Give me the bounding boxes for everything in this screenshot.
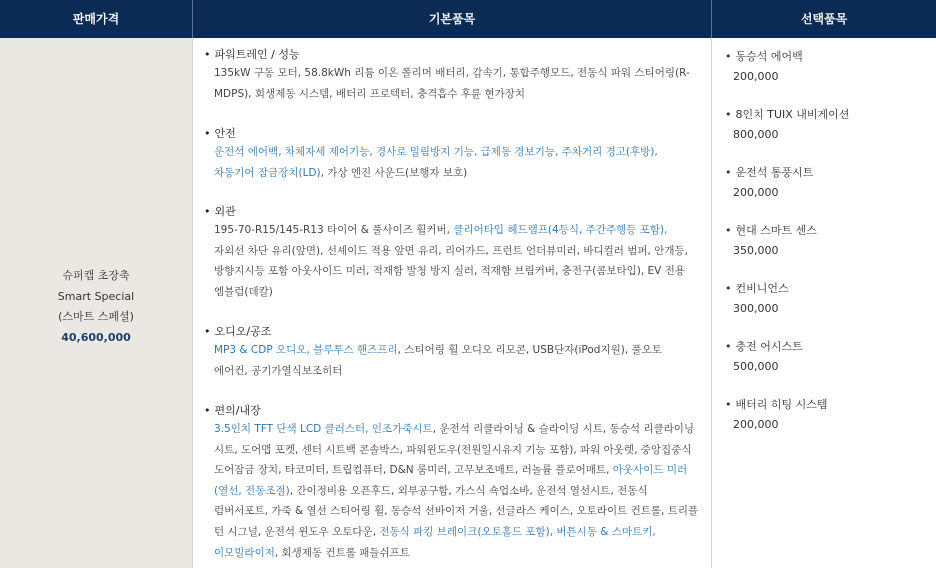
plain-text: , 스티어링 휠 오디오 리모콘, USB단자(iPod지원), 풀오토 (397, 344, 662, 356)
plain-text: 도어잠금 장치, 타코미터, 트립컴퓨터, D&N 룸미러, 고무보조매트, 러놀륨 플로어매트, (214, 464, 613, 477)
item-line: 엠블럼(데칼) (214, 285, 273, 298)
section-body (214, 63, 704, 104)
option-price: 500,000 (733, 360, 779, 373)
highlight-text: (열선, 전동조절) (214, 484, 290, 497)
option-name: • 배터리 히팅 시스템 (725, 396, 925, 414)
section-powertrain (204, 47, 704, 104)
section-body (214, 220, 704, 302)
option-item (725, 338, 925, 378)
trim-info (0, 266, 192, 348)
trim-grade-korean: (스마트 스페셜) (58, 310, 134, 323)
item-line (214, 543, 704, 564)
item-line: 135kW 구동 모터, 58.8kWh 리튬 이온 폴리머 배터리, 감속기, 통합주행모드, 전동식 파워 스티어링(R- (214, 67, 690, 79)
option-item (725, 164, 925, 204)
option-item (725, 48, 925, 88)
option-price: 300,000 (733, 302, 779, 315)
plain-text: 195-70-R15/145-R13 타이어 & 풀사이즈 휠커버, (214, 224, 454, 236)
item-line: 에어컨, 공기가열식보조히터 (214, 364, 343, 377)
section-title: • 파워트레인 / 성능 (204, 47, 704, 63)
plain-text: , 운전석 리클라이닝 & 슬라이딩 시트, 동승석 리클라이닝 (432, 423, 695, 435)
plain-text: , 간이정비용 오픈후드, 외부공구함, 가스식 쇽업소바, 운전석 열선시트, 전동식 (289, 484, 648, 497)
option-price: 200,000 (733, 418, 779, 431)
item-line (214, 481, 704, 502)
basic-items-column (193, 38, 712, 568)
section-title: • 안전 (204, 126, 704, 142)
plain-text: , 가상 엔진 사운드(보행자 보호) (320, 166, 468, 179)
option-item (725, 396, 925, 436)
item-line (214, 220, 704, 241)
item-line: 자외선 차단 유리(앞면), 선셰이드 적용 앞면 유리, 리어가드, 프런트 언더뷰미러, 바디컬러 범퍼, 안개등, (214, 244, 688, 257)
highlight-text: MP3 & CDP 오디오, 블루투스 핸즈프리 (214, 344, 398, 356)
option-item (725, 106, 925, 146)
table-header (0, 0, 936, 38)
item-line: 시트, 도어맵 포켓, 센터 시트백 콘솔박스, 파워윈도우(전원일시유지 기능 포함), 파워 아웃렛, 중앙집중식 (214, 443, 692, 456)
option-name: • 컨비니언스 (725, 280, 925, 298)
price-column (0, 38, 193, 568)
section-body (214, 142, 704, 183)
section-title: • 외관 (204, 204, 704, 220)
option-name: • 동승석 에어백 (725, 48, 925, 66)
header-option-items: 선택품목 (800, 12, 848, 26)
header-basic-items: 기본품목 (193, 0, 712, 38)
item-line: MDPS), 회생제동 시스템, 배터리 프로텍터, 충격흡수 후륜 현가장치 (214, 87, 526, 100)
item-line (214, 340, 704, 361)
section-convenience (204, 403, 704, 563)
option-name: • 현대 스마트 센스 (725, 222, 925, 240)
trim-price: 40,600,000 (61, 330, 131, 344)
item-line: 럼버서포트, 가죽 & 열선 스티어링 휠, 동승석 선바이저 거울, 선글라스 케이스, 오토라이트 컨트롤, 트리플 (214, 505, 699, 518)
item-line (214, 460, 704, 481)
option-name: • 8인치 TUIX 내비게이션 (725, 106, 925, 124)
section-body (214, 419, 704, 563)
option-item (725, 222, 925, 262)
option-price: 200,000 (733, 186, 779, 199)
plain-text: , 회생제동 컨트롤 패들쉬프트 (274, 546, 410, 559)
option-item (725, 280, 925, 320)
item-line: 운전석 에어백, 차체자세 제어기능, 경사로 밀림방지 기능, 급제동 경보기능, 주차거리 경고(후방), (214, 146, 658, 158)
item-line: 방향지시등 포함 아웃사이드 미러, 적재함 발청 방지 실러, 적재함 브림커버, 충전구(콤보타입), EV 전용 (214, 265, 685, 278)
highlight-text: 이모빌라이저 (214, 546, 275, 559)
highlight-text: 차동기어 잠금장치(LD) (214, 166, 321, 179)
option-name: • 운전석 통풍시트 (725, 164, 925, 182)
section-exterior (204, 204, 704, 302)
item-line (214, 163, 704, 184)
trim-grade: Smart Special (57, 289, 135, 303)
section-title: • 오디오/공조 (204, 324, 704, 340)
highlight-text: 전동식 파킹 브레이크(오토홀드 포함), 버튼시동 & 스마트키, (379, 525, 656, 538)
section-safety (204, 126, 704, 183)
section-title: • 편의/내장 (204, 403, 704, 419)
highlight-text: 클리어타입 헤드램프(4등식, 주간주행등 포함), (453, 224, 668, 236)
section-body (214, 340, 704, 381)
option-items-column (712, 38, 936, 568)
section-audio (204, 324, 704, 381)
highlight-text: 아웃사이드 미러 (612, 464, 688, 477)
option-price: 800,000 (733, 128, 779, 141)
trim-name: 슈퍼캡 초장축 (62, 269, 130, 282)
item-line (214, 419, 704, 440)
option-price: 200,000 (733, 70, 779, 83)
item-line (214, 522, 704, 543)
option-price: 350,000 (733, 244, 779, 257)
header-price: 판매가격 (0, 0, 193, 38)
highlight-text: 3.5인치 TFT 단색 LCD 클러스터, 인조가죽시트 (214, 423, 433, 435)
plain-text: 턴 시그널, 운전석 윈도우 오토다운, (214, 525, 380, 538)
option-name: • 충전 어시스트 (725, 338, 925, 356)
